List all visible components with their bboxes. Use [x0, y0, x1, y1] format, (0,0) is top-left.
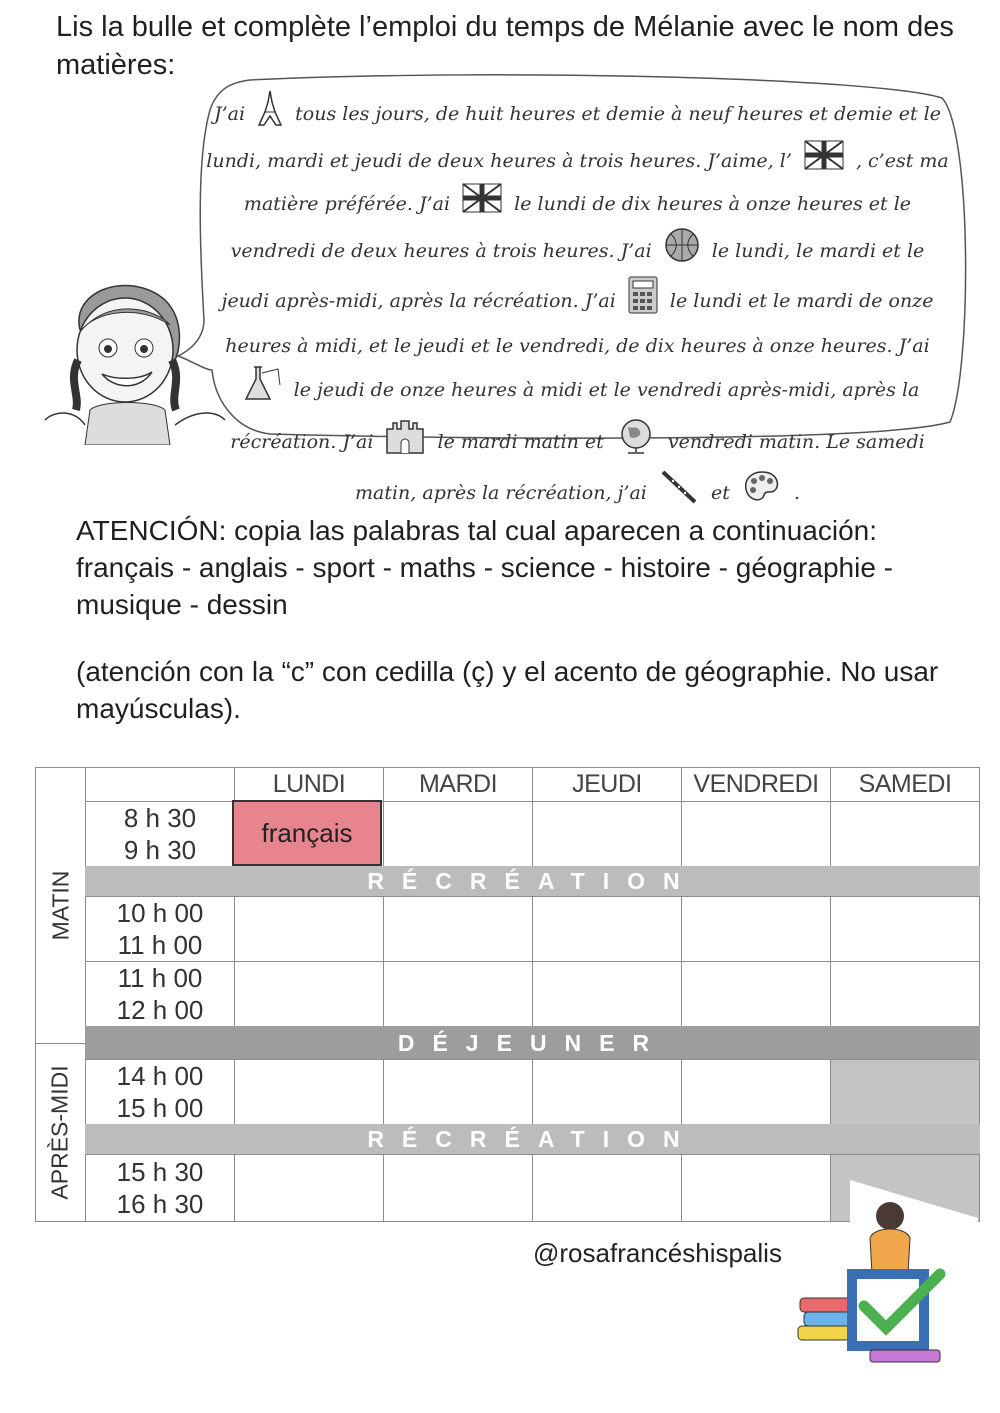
answer-cell[interactable] [383, 896, 533, 962]
credit: @rosafrancéshispalis [533, 1238, 782, 1268]
answer-cell[interactable] [681, 1059, 831, 1125]
bubble-part: le lundi de dix heures à onze heures et le vendredi de deux heures à trois heures. J’ai [230, 192, 912, 262]
answer-cell[interactable] [383, 801, 533, 867]
time-slot [85, 1059, 235, 1125]
day-header: VENDREDI [681, 767, 831, 802]
section-label: MATIN [47, 870, 73, 941]
check-illustration [790, 1178, 980, 1378]
answer-cell[interactable] [532, 1154, 682, 1222]
time-end: 11 h 00 [117, 930, 203, 960]
bubble-part: et [710, 481, 730, 504]
word-list: français - anglais - sport - maths - science - histoire - géographie - musique - dessin [76, 552, 893, 620]
lunch-band: DÉJEUNER [85, 1026, 980, 1060]
answer-cell[interactable] [532, 801, 682, 867]
answer-cell[interactable] [830, 896, 980, 962]
section-morning [35, 767, 86, 1044]
bubble-text [205, 90, 950, 520]
girl-illustration [40, 270, 230, 445]
time-start: 11 h 00 [117, 963, 203, 993]
castle-icon [385, 417, 425, 469]
recess-band: RÉCRÉATION [85, 1124, 980, 1155]
notice [76, 512, 956, 623]
answer-cell[interactable] [830, 961, 980, 1027]
answer-cell[interactable] [681, 961, 831, 1027]
section-afternoon [35, 1043, 86, 1222]
uk-flag-icon [462, 183, 502, 227]
time-start: 10 h 00 [116, 898, 204, 928]
answer-cell[interactable] [532, 961, 682, 1027]
answer-cell[interactable] [234, 1154, 384, 1222]
eiffel-tower-icon [257, 90, 283, 140]
globe-icon [616, 417, 656, 469]
bubble-part: vendredi matin. Le samedi matin, après la récréation, j’ai [355, 430, 925, 504]
answer-cell[interactable] [681, 801, 831, 867]
bubble-part: tous les jours, de huit heures et demie à neuf heures et demie et le lundi, mardi et jeudi de deux heures à trois heures. J’aime, l’ [206, 102, 941, 172]
notice-line: ATENCIÓN: copia las palabras tal cual aparecen a continuación: [76, 515, 878, 546]
note: (atención con la “c” con cedilla (ç) y el acento de géographie. No usar mayúsculas). [76, 656, 939, 724]
time-slot [85, 961, 235, 1027]
day-header: LUNDI [234, 767, 384, 802]
unused-cell [830, 1059, 980, 1125]
section-label: APRÈS-MIDI [47, 1065, 73, 1200]
header-corner [85, 767, 235, 802]
time-start: 15 h 30 [116, 1157, 204, 1187]
time-slot [85, 1154, 235, 1222]
bubble-part: le lundi, le mardi et le jeudi après-midi, après la récréation. J’ai [221, 239, 925, 312]
time-end: 16 h 30 [116, 1189, 204, 1219]
calculator-icon [628, 276, 658, 328]
bubble-part: le mardi matin et [437, 430, 604, 453]
time-start: 14 h 00 [116, 1061, 204, 1091]
answer-cell[interactable] [532, 896, 682, 962]
flask-icon [242, 365, 282, 417]
day-header: MARDI [383, 767, 533, 802]
time-end: 12 h 00 [116, 995, 204, 1025]
instructions-intro: Lis la bulle et complète l’emploi du temps de Mélanie avec le nom des matières: [56, 11, 954, 81]
recess-band: RÉCRÉATION [85, 866, 980, 897]
day-header: SAMEDI [830, 767, 980, 802]
answer-cell[interactable] [383, 1059, 533, 1125]
answer-cell[interactable] [383, 961, 533, 1027]
bubble-part: le jeudi de onze heures à midi et le vendredi après-midi, après la récréation. J’ai [230, 378, 920, 453]
bubble-part: . [793, 481, 800, 504]
bubble-part: J’ai [214, 102, 246, 125]
answer-cell[interactable] [234, 1059, 384, 1125]
uk-flag-icon [804, 140, 844, 184]
time-slot [85, 801, 235, 867]
bubble-part: , c’est ma matière préférée. J’ai [243, 149, 949, 215]
answer-cell[interactable] [234, 961, 384, 1027]
day-header: JEUDI [532, 767, 682, 802]
time-end: 9 h 30 [123, 835, 197, 865]
answer-cell[interactable] [532, 1059, 682, 1125]
time-end: 15 h 00 [116, 1093, 204, 1123]
bubble-part: le lundi et le mardi de onze heures à midi, et le jeudi et le vendredi, de dix heures à onze heures. J’ai [225, 289, 934, 357]
time-slot [85, 896, 235, 962]
answer-cell-filled[interactable]: français [232, 800, 382, 866]
answer-cell[interactable] [234, 896, 384, 962]
basketball-icon [664, 227, 700, 277]
answer-cell[interactable] [681, 896, 831, 962]
answer-cell[interactable] [830, 801, 980, 867]
time-start: 8 h 30 [123, 803, 197, 833]
answer-cell[interactable] [383, 1154, 533, 1222]
timetable [35, 767, 980, 1222]
